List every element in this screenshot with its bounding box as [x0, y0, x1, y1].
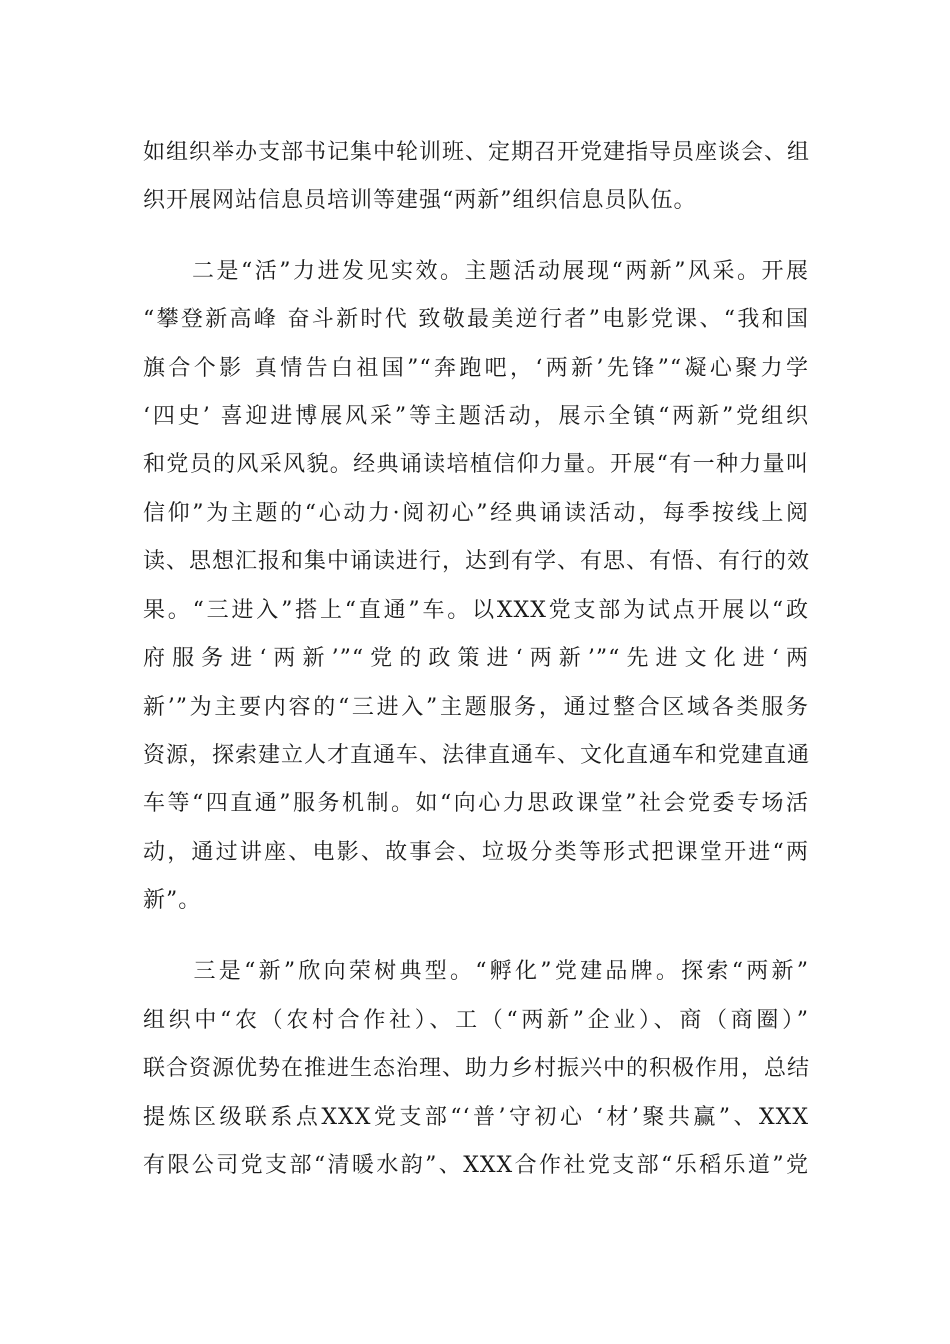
text-line: 动，通过讲座、电影、故事会、垃圾分类等形式把课堂开进“两: [143, 840, 809, 865]
text-line: 旗合个影 真情告白祖国”“奔跑吧，‘两新’先锋”“凝心聚力学: [143, 356, 809, 381]
text-line: “攀登新高峰 奋斗新时代 致敬最美逆行者”电影党课、“我和国: [143, 307, 809, 332]
text-line: 资源，探索建立人才直通车、法律直通车、文化直通车和党建直通: [143, 743, 811, 768]
text-line: 新”。: [143, 888, 202, 913]
text-line: 新’”为主要内容的“三进入”主题服务，通过整合区域各类服务: [143, 695, 809, 720]
text-line: 车等“四直通”服务机制。如“向心力思政课堂”社会党委专场活: [143, 791, 809, 816]
text-line: 联合资源优势在推进生态治理、助力乡村振兴中的积极作用，总结: [143, 1056, 811, 1081]
text-line: 和党员的风采风貌。经典诵读培植信仰力量。开展“有一种力量叫: [143, 452, 809, 477]
text-line: 有限公司党支部“清暖水韵”、XXX合作社党支部“乐稻乐道”党: [143, 1153, 809, 1178]
text-line: 府服务进‘两新’”“党的政策进‘两新’”“先进文化进‘两: [143, 646, 809, 671]
text-line: 三是“新”欣向荣树典型。“孵化”党建品牌。探索“两新”: [143, 959, 809, 984]
text-line: 提炼区级联系点XXX党支部“‘普’守初心 ‘材’聚共赢”、XXX: [143, 1105, 809, 1130]
text-line: 如组织举办支部书记集中轮训班、定期召开党建指导员座谈会、组: [143, 140, 811, 165]
text-line: 组织中“农（农村合作社）、工（“两新”企业）、商（商圈）”: [143, 1008, 809, 1033]
text-line: 信仰”为主题的“心动力·阅初心”经典诵读活动，每季按线上阅: [143, 501, 809, 526]
text-line: 织开展网站信息员培训等建强“两新”组织信息员队伍。: [143, 188, 697, 213]
text-line: ‘四史’ 喜迎进博展风采”等主题活动，展示全镇“两新”党组织: [143, 404, 809, 429]
text-line: 读、思想汇报和集中诵读进行，达到有学、有思、有悟、有行的效: [143, 549, 811, 574]
text-line: 二是“活”力进发见实效。主题活动展现“两新”风采。开展: [143, 259, 809, 284]
text-line: 果。“三进入”搭上“直通”车。以XXX党支部为试点开展以“政: [143, 598, 809, 623]
document-page: [143, 0, 809, 1344]
